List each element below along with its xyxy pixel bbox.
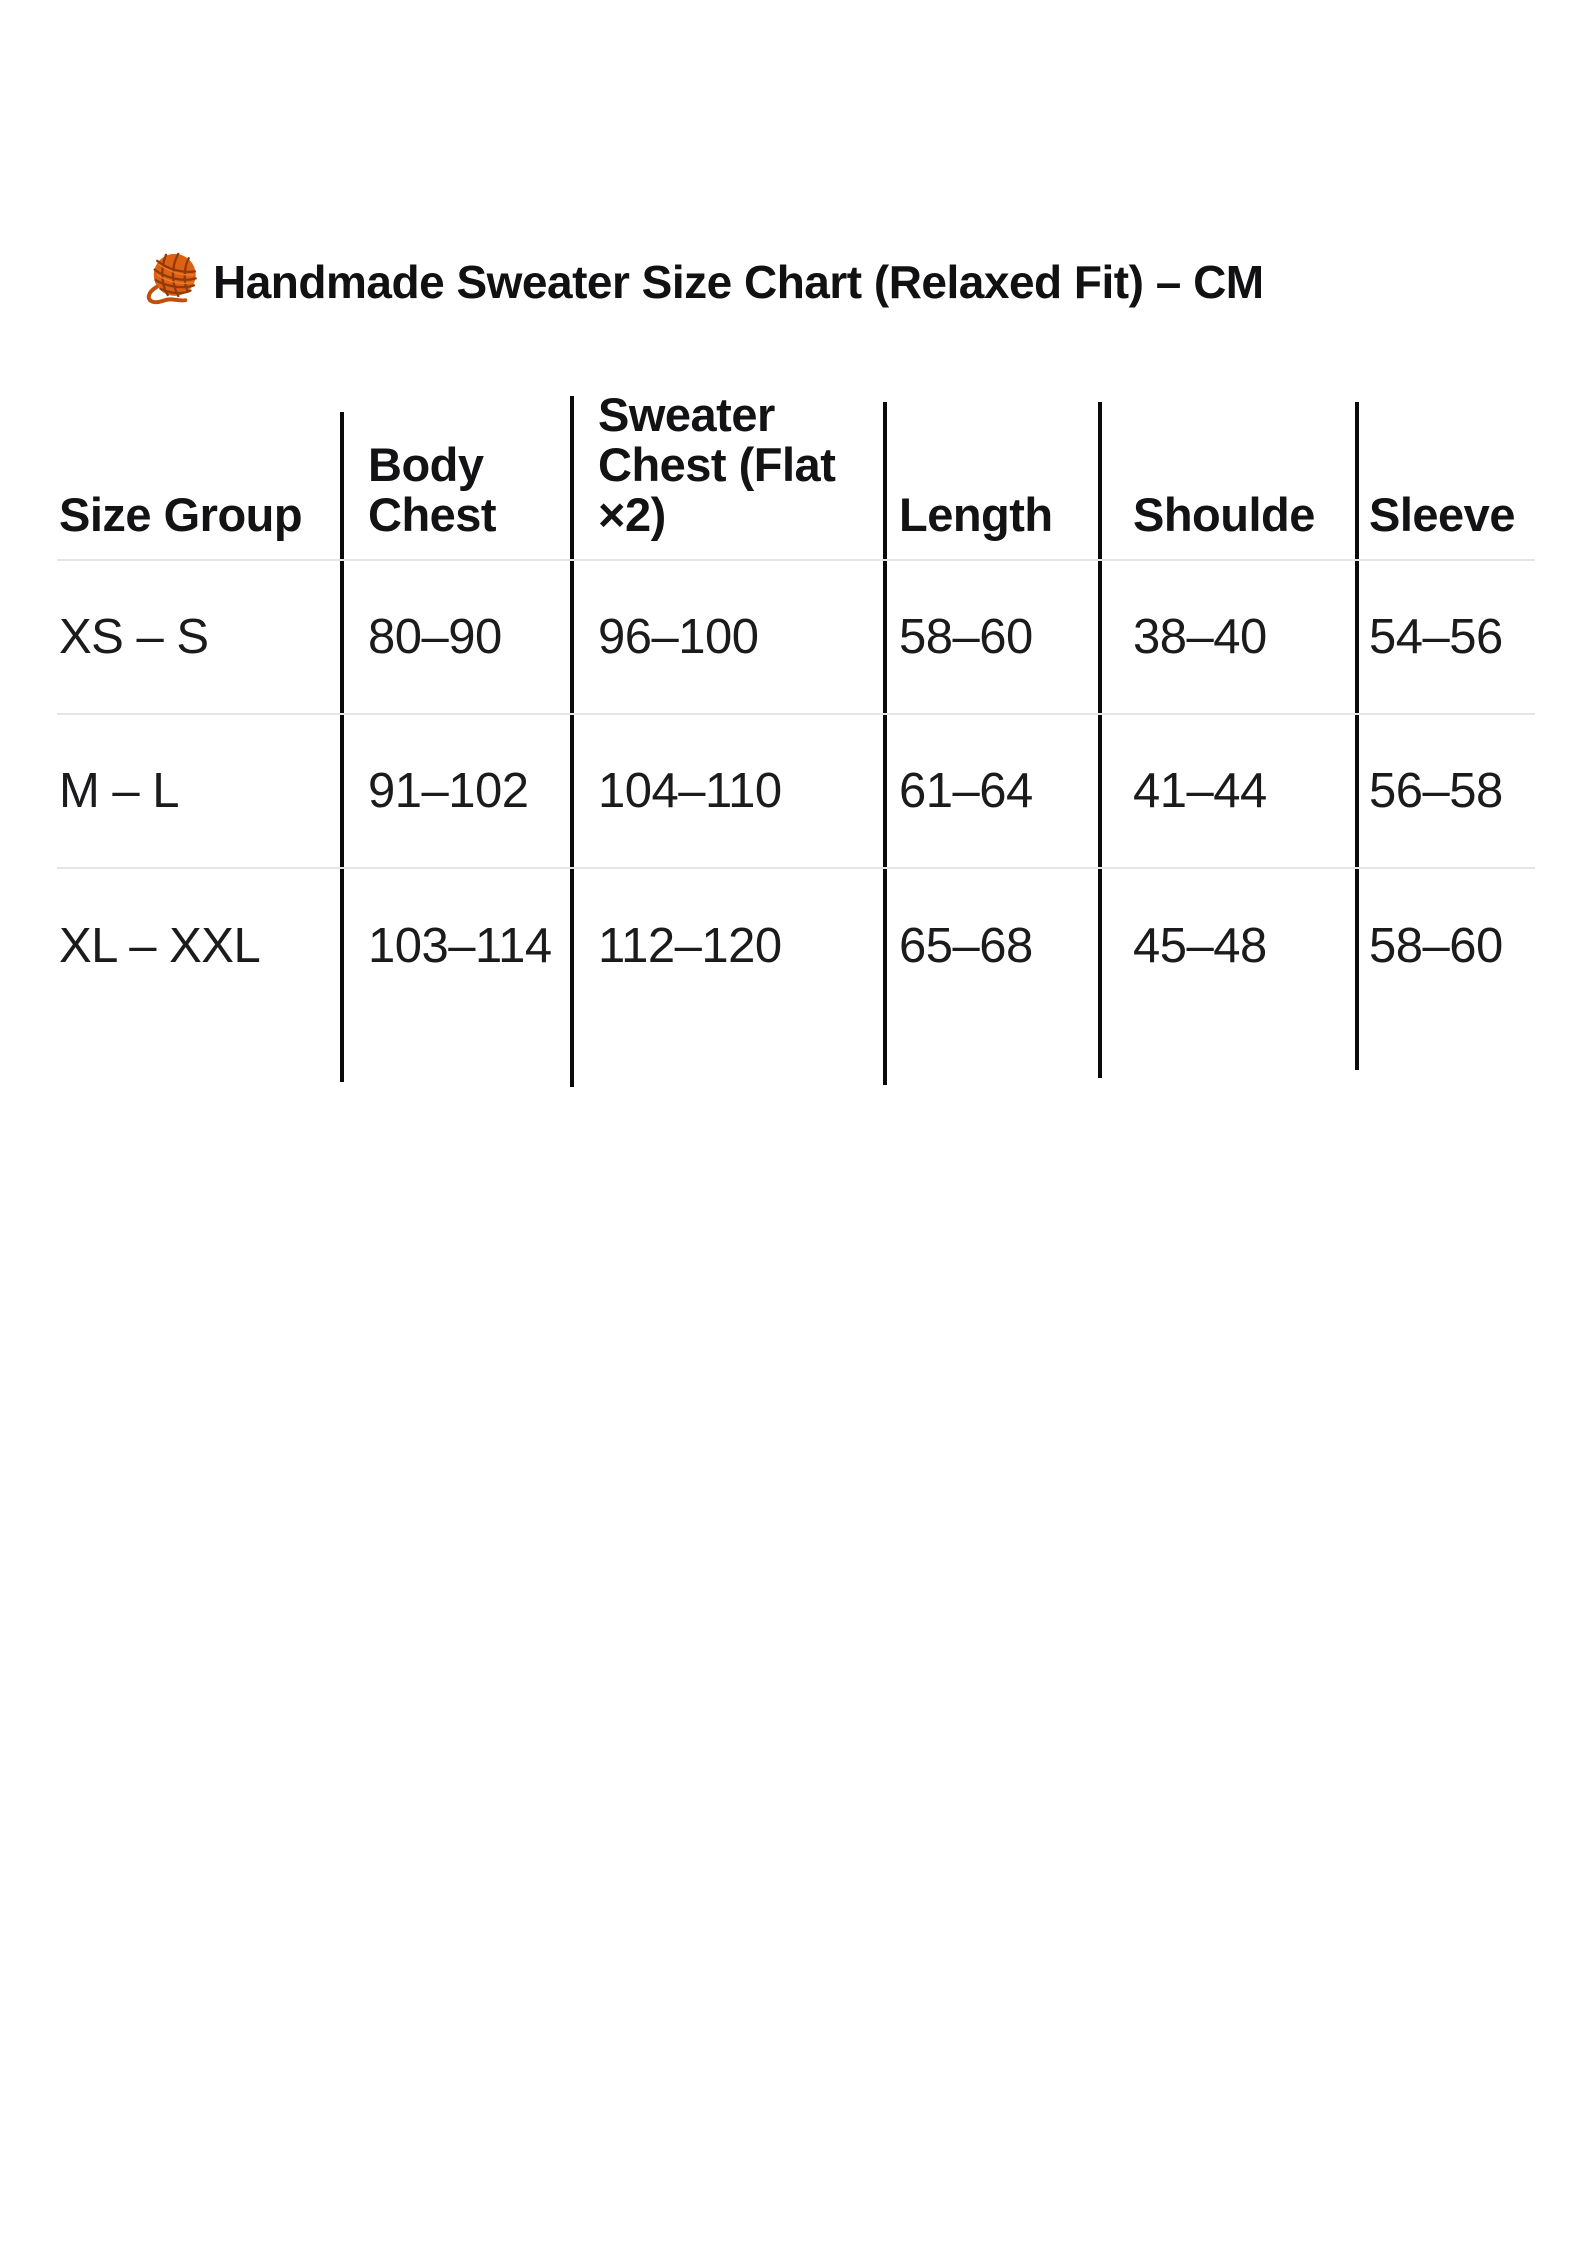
cell-length: 61–64 (899, 764, 1033, 818)
row-separator (57, 867, 1535, 869)
cell-sleeve: 56–58 (1369, 764, 1503, 818)
cell-shoulder: 41–44 (1133, 764, 1267, 818)
yarn-ball-icon (145, 246, 201, 317)
cell-length: 58–60 (899, 610, 1033, 664)
row-separator (57, 713, 1535, 715)
column-header-sweater-chest: Sweater Chest (Flat ×2) (598, 388, 836, 541)
page-title: Handmade Sweater Size Chart (Relaxed Fit) – CM (213, 255, 1264, 308)
document-title-row (145, 246, 1264, 317)
column-divider (570, 396, 574, 1087)
cell-length: 65–68 (899, 919, 1033, 973)
cell-body-chest: 103–114 (368, 919, 552, 973)
cell-sleeve: 54–56 (1369, 610, 1503, 664)
column-header-sleeve: Sleeve (1369, 488, 1515, 541)
column-header-shoulder: Shoulde (1133, 488, 1315, 541)
cell-shoulder: 38–40 (1133, 610, 1267, 664)
size-chart-table (57, 390, 1535, 1082)
cell-sweater-chest: 112–120 (598, 919, 782, 973)
cell-size-group: M – L (59, 764, 180, 818)
cell-sweater-chest: 96–100 (598, 610, 759, 664)
cell-size-group: XL – XXL (59, 919, 261, 973)
column-divider (340, 412, 344, 1082)
column-divider (1098, 402, 1102, 1078)
cell-body-chest: 91–102 (368, 764, 529, 818)
cell-sleeve: 58–60 (1369, 919, 1503, 973)
cell-shoulder: 45–48 (1133, 919, 1267, 973)
column-divider (883, 402, 887, 1085)
cell-sweater-chest: 104–110 (598, 764, 782, 818)
row-separator (57, 559, 1535, 561)
column-header-size-group: Size Group (59, 488, 303, 541)
column-header-body-chest: Body Chest (368, 438, 497, 541)
column-divider (1355, 402, 1359, 1070)
column-header-length: Length (899, 488, 1053, 541)
cell-size-group: XS – S (59, 610, 209, 664)
cell-body-chest: 80–90 (368, 610, 502, 664)
